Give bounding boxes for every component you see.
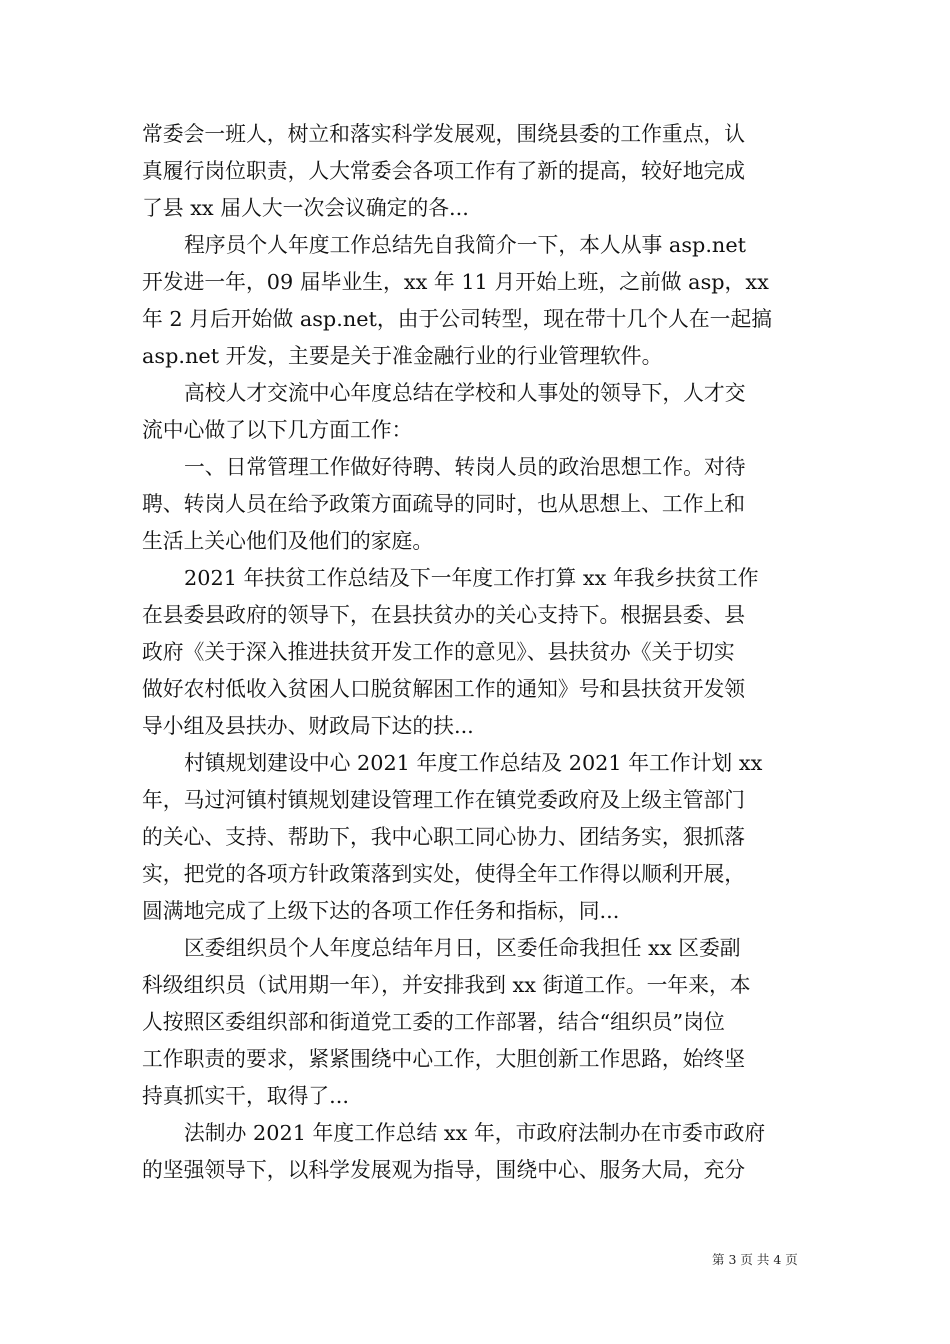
paragraph-npc-summary — [142, 116, 806, 227]
text-line: 村镇规划建设中心 2021 年度工作总结及 2021 年工作计划 xx — [184, 751, 763, 775]
text-line: 流中心做了以下几方面工作： — [142, 418, 413, 442]
paragraph-village-planning — [142, 745, 806, 930]
document-body — [142, 116, 806, 1189]
text-line: 实，把党的各项方针政策落到实处，使得全年工作得以顺利开展， — [142, 862, 746, 886]
text-line: 科级组织员（试用期一年），并安排我到 xx 街道工作。一年来，本 — [142, 973, 751, 997]
text-line: asp.net 开发，主要是关于准金融行业的行业管理软件。 — [142, 344, 663, 368]
text-line: 年，马过河镇村镇规划建设管理工作在镇党委政府及上级主管部门 — [142, 788, 746, 812]
paragraph-poverty-relief — [142, 560, 806, 745]
text-line: 在县委县政府的领导下，在县扶贫办的关心支持下。根据县委、县 — [142, 603, 746, 627]
text-line: 的关心、支持、帮助下，我中心职工同心协力、团结务实，狠抓落 — [142, 825, 746, 849]
text-line: 法制办 2021 年度工作总结 xx 年，市政府法制办在市委市政府 — [184, 1121, 766, 1145]
paragraph-daily-management — [142, 449, 806, 560]
page-number-footer: 第 3 页 共 4 页 — [712, 1252, 798, 1267]
text-line: 工作职责的要求，紧紧围绕中心工作，大胆创新工作思路，始终坚 — [142, 1047, 746, 1071]
text-line: 程序员个人年度工作总结先自我简介一下，本人从事 asp.net — [184, 233, 746, 257]
text-line: 人按照区委组织部和街道党工委的工作部署，结合“组织员”岗位 — [142, 1010, 725, 1034]
text-line: 政府《关于深入推进扶贫开发工作的意见》、县扶贫办《关于切实 — [142, 640, 735, 664]
text-line: 做好农村低收入贫困人口脱贫解困工作的通知》号和县扶贫开发领 — [142, 677, 746, 701]
text-line: 了县 xx 届人大一次会议确定的各... — [142, 196, 469, 220]
paragraph-programmer-summary — [142, 227, 806, 375]
text-line: 生活上关心他们及他们的家庭。 — [142, 529, 434, 553]
text-line: 一、日常管理工作做好待聘、转岗人员的政治思想工作。对待 — [184, 455, 746, 479]
text-line: 年 2 月后开始做 asp.net，由于公司转型，现在带十几个人在一起搞 — [142, 307, 773, 331]
text-line: 开发进一年，09 届毕业生，xx 年 11 月开始上班，之前做 asp，xx — [142, 270, 769, 294]
text-line: 高校人才交流中心年度总结在学校和人事处的领导下，人才交 — [184, 381, 746, 405]
paragraph-organizer-summary — [142, 930, 806, 1115]
text-line: 常委会一班人，树立和落实科学发展观，围绕县委的工作重点，认 — [142, 122, 746, 146]
text-line: 的坚强领导下，以科学发展观为指导，围绕中心、服务大局，充分 — [142, 1158, 746, 1182]
text-line: 2021 年扶贫工作总结及下一年度工作打算 xx 年我乡扶贫工作 — [184, 566, 759, 590]
text-line: 导小组及县扶办、财政局下达的扶... — [142, 714, 474, 738]
paragraph-legal-office — [142, 1115, 806, 1189]
text-line: 持真抓实干，取得了... — [142, 1084, 350, 1108]
text-line: 聘、转岗人员在给予政策方面疏导的同时，也从思想上、工作上和 — [142, 492, 746, 516]
text-line: 圆满地完成了上级下达的各项工作任务和指标，同... — [142, 899, 620, 923]
text-line: 区委组织员个人年度总结年月日，区委任命我担任 xx 区委副 — [184, 936, 741, 960]
text-line: 真履行岗位职责，人大常委会各项工作有了新的提高，较好地完成 — [142, 159, 746, 183]
paragraph-talent-center-summary — [142, 375, 806, 449]
